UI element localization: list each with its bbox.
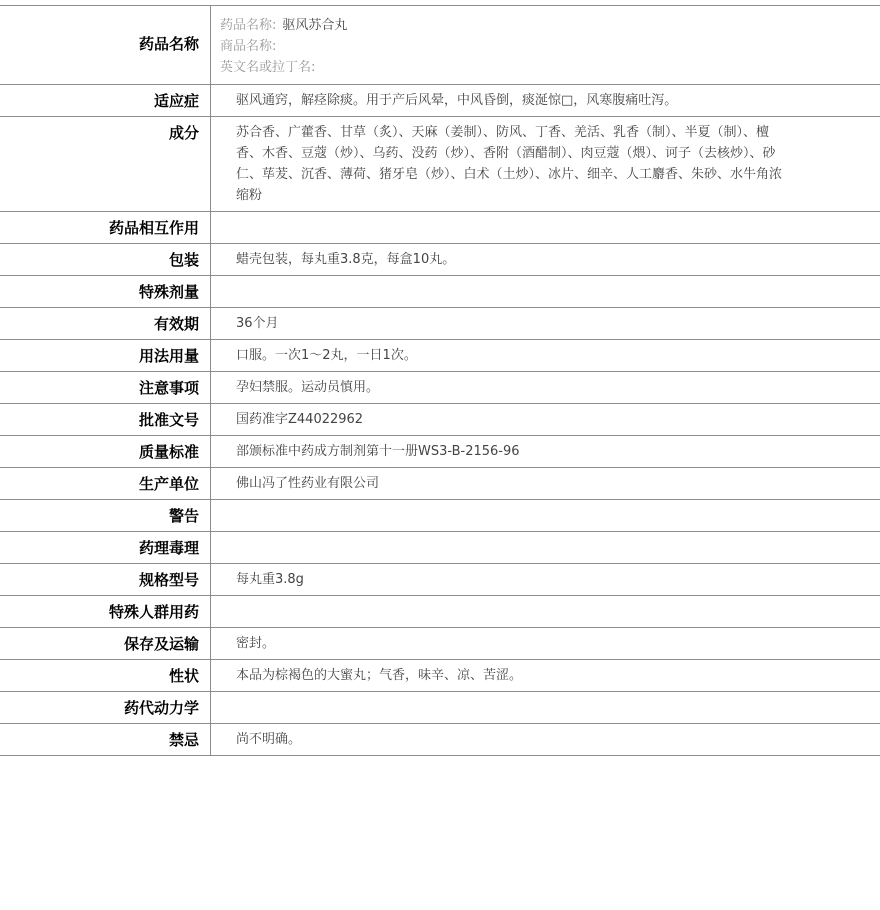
drug-info-table (0, 5, 880, 756)
table-row (0, 468, 880, 500)
row-label: 性状 (0, 660, 211, 692)
row-value (211, 596, 880, 628)
generic-name-key: 药品名称: (220, 18, 277, 33)
table-row (0, 404, 880, 436)
row-label: 适应症 (0, 85, 211, 117)
row-value: 本品为棕褐色的大蜜丸；气香，味辛、凉、苦涩。 (211, 660, 880, 692)
row-value (211, 692, 880, 724)
row-value: 蜡壳包装，每丸重3.8克，每盒10丸。 (211, 244, 880, 276)
row-label: 警告 (0, 500, 211, 532)
latin-name-key: 英文名或拉丁名: (220, 60, 316, 75)
row-label: 药品相互作用 (0, 212, 211, 244)
row-label: 保存及运输 (0, 628, 211, 660)
row-value: 孕妇禁服。运动员慎用。 (211, 372, 880, 404)
row-label: 药品名称 (0, 6, 211, 85)
row-label: 注意事项 (0, 372, 211, 404)
row-label: 包装 (0, 244, 211, 276)
row-label: 特殊剂量 (0, 276, 211, 308)
row-value: 口服。一次1～2丸，一日1次。 (211, 340, 880, 372)
row-label: 成分 (0, 117, 211, 212)
drug-name-cell (211, 6, 880, 85)
table-row (0, 628, 880, 660)
row-value: 密封。 (211, 628, 880, 660)
row-label: 生产单位 (0, 468, 211, 500)
table-row-drug-name (0, 6, 880, 85)
row-value: 每丸重3.8g (211, 564, 880, 596)
table-row (0, 244, 880, 276)
generic-name-line (220, 15, 788, 36)
row-label: 用法用量 (0, 340, 211, 372)
table-row (0, 596, 880, 628)
row-value (211, 212, 880, 244)
table-row (0, 212, 880, 244)
latin-name-line (220, 57, 788, 78)
table-row (0, 85, 880, 117)
trade-name-key: 商品名称: (220, 39, 277, 54)
table-row (0, 500, 880, 532)
row-label: 特殊人群用药 (0, 596, 211, 628)
row-label: 药代动力学 (0, 692, 211, 724)
table-row (0, 532, 880, 564)
row-value (211, 532, 880, 564)
trade-name-line (220, 36, 788, 57)
table-row (0, 340, 880, 372)
row-label: 禁忌 (0, 724, 211, 756)
table-row (0, 564, 880, 596)
row-value: 佛山冯了性药业有限公司 (211, 468, 880, 500)
table-row (0, 372, 880, 404)
table-row (0, 436, 880, 468)
row-value: 36个月 (211, 308, 880, 340)
row-value (211, 500, 880, 532)
row-value: 国药准字Z44022962 (211, 404, 880, 436)
row-label: 药理毒理 (0, 532, 211, 564)
row-value: 苏合香、广藿香、甘草（炙）、天麻（姜制）、防风、丁香、羌活、乳香（制）、半夏（制）、檀香、木香、豆蔻（炒）、乌药、没药（炒）、香附（酒醋制）、肉豆蔻（煨）、诃子（去核炒）、砂仁、荜茇、沉香、薄荷、猪牙皂（炒）、白术（土炒）、冰片、细辛、人工麝香、朱砂、水牛角浓缩粉 (211, 117, 880, 212)
table-row (0, 692, 880, 724)
table-row (0, 308, 880, 340)
row-value: 部颁标准中药成方制剂第十一册WS3-B-2156-96 (211, 436, 880, 468)
table-row (0, 660, 880, 692)
table-row (0, 724, 880, 756)
row-value (211, 276, 880, 308)
row-value: 驱风通窍，解痉除痰。用于产后风晕，中风昏倒，痰涎惊□，风寒腹痛吐泻。 (211, 85, 880, 117)
generic-name-value: 驱风苏合丸 (282, 18, 348, 33)
table-row (0, 117, 880, 212)
row-label: 规格型号 (0, 564, 211, 596)
row-label: 批准文号 (0, 404, 211, 436)
table-row (0, 276, 880, 308)
row-value: 尚不明确。 (211, 724, 880, 756)
row-label: 质量标准 (0, 436, 211, 468)
row-label: 有效期 (0, 308, 211, 340)
